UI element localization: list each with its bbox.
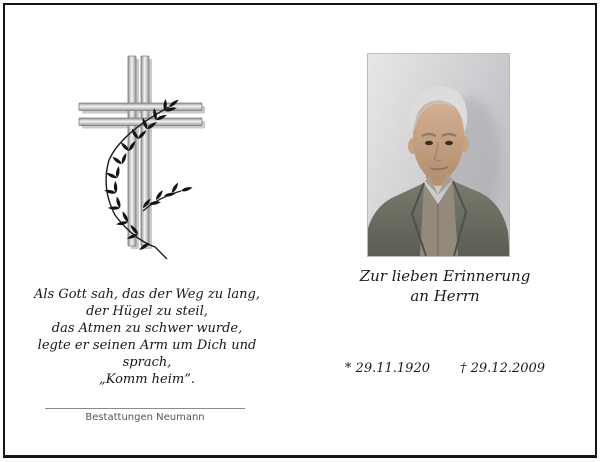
- life-dates: [335, 361, 555, 376]
- memorial-card: [3, 3, 597, 458]
- portrait-photo: [367, 53, 510, 257]
- death-date: † 29.12.2009: [460, 361, 546, 376]
- poem-line: das Atmen zu schwer wurde,: [51, 321, 243, 336]
- memorial-heading: [335, 266, 555, 306]
- cross-icon: [63, 43, 227, 273]
- memorial-line2: an Herrn: [410, 287, 480, 305]
- poem-line: der Hügel zu steil,: [86, 304, 208, 319]
- poem-line: Als Gott sah, das der Weg zu lang,: [34, 287, 260, 302]
- signature-divider: [45, 408, 245, 409]
- funeral-home-name: Bestattungen Neumann: [85, 412, 205, 423]
- elderly-man-portrait: [368, 54, 509, 256]
- poem-line: legte er seinen Arm um Dich und sprach,: [37, 338, 257, 370]
- double-cross-laurel-icon: [63, 43, 227, 273]
- birth-date: * 29.11.1920: [344, 361, 430, 376]
- memorial-line1: Zur lieben Erinnerung: [359, 267, 531, 285]
- poem-line: „Komm heim”.: [98, 372, 196, 387]
- poem: [13, 286, 281, 388]
